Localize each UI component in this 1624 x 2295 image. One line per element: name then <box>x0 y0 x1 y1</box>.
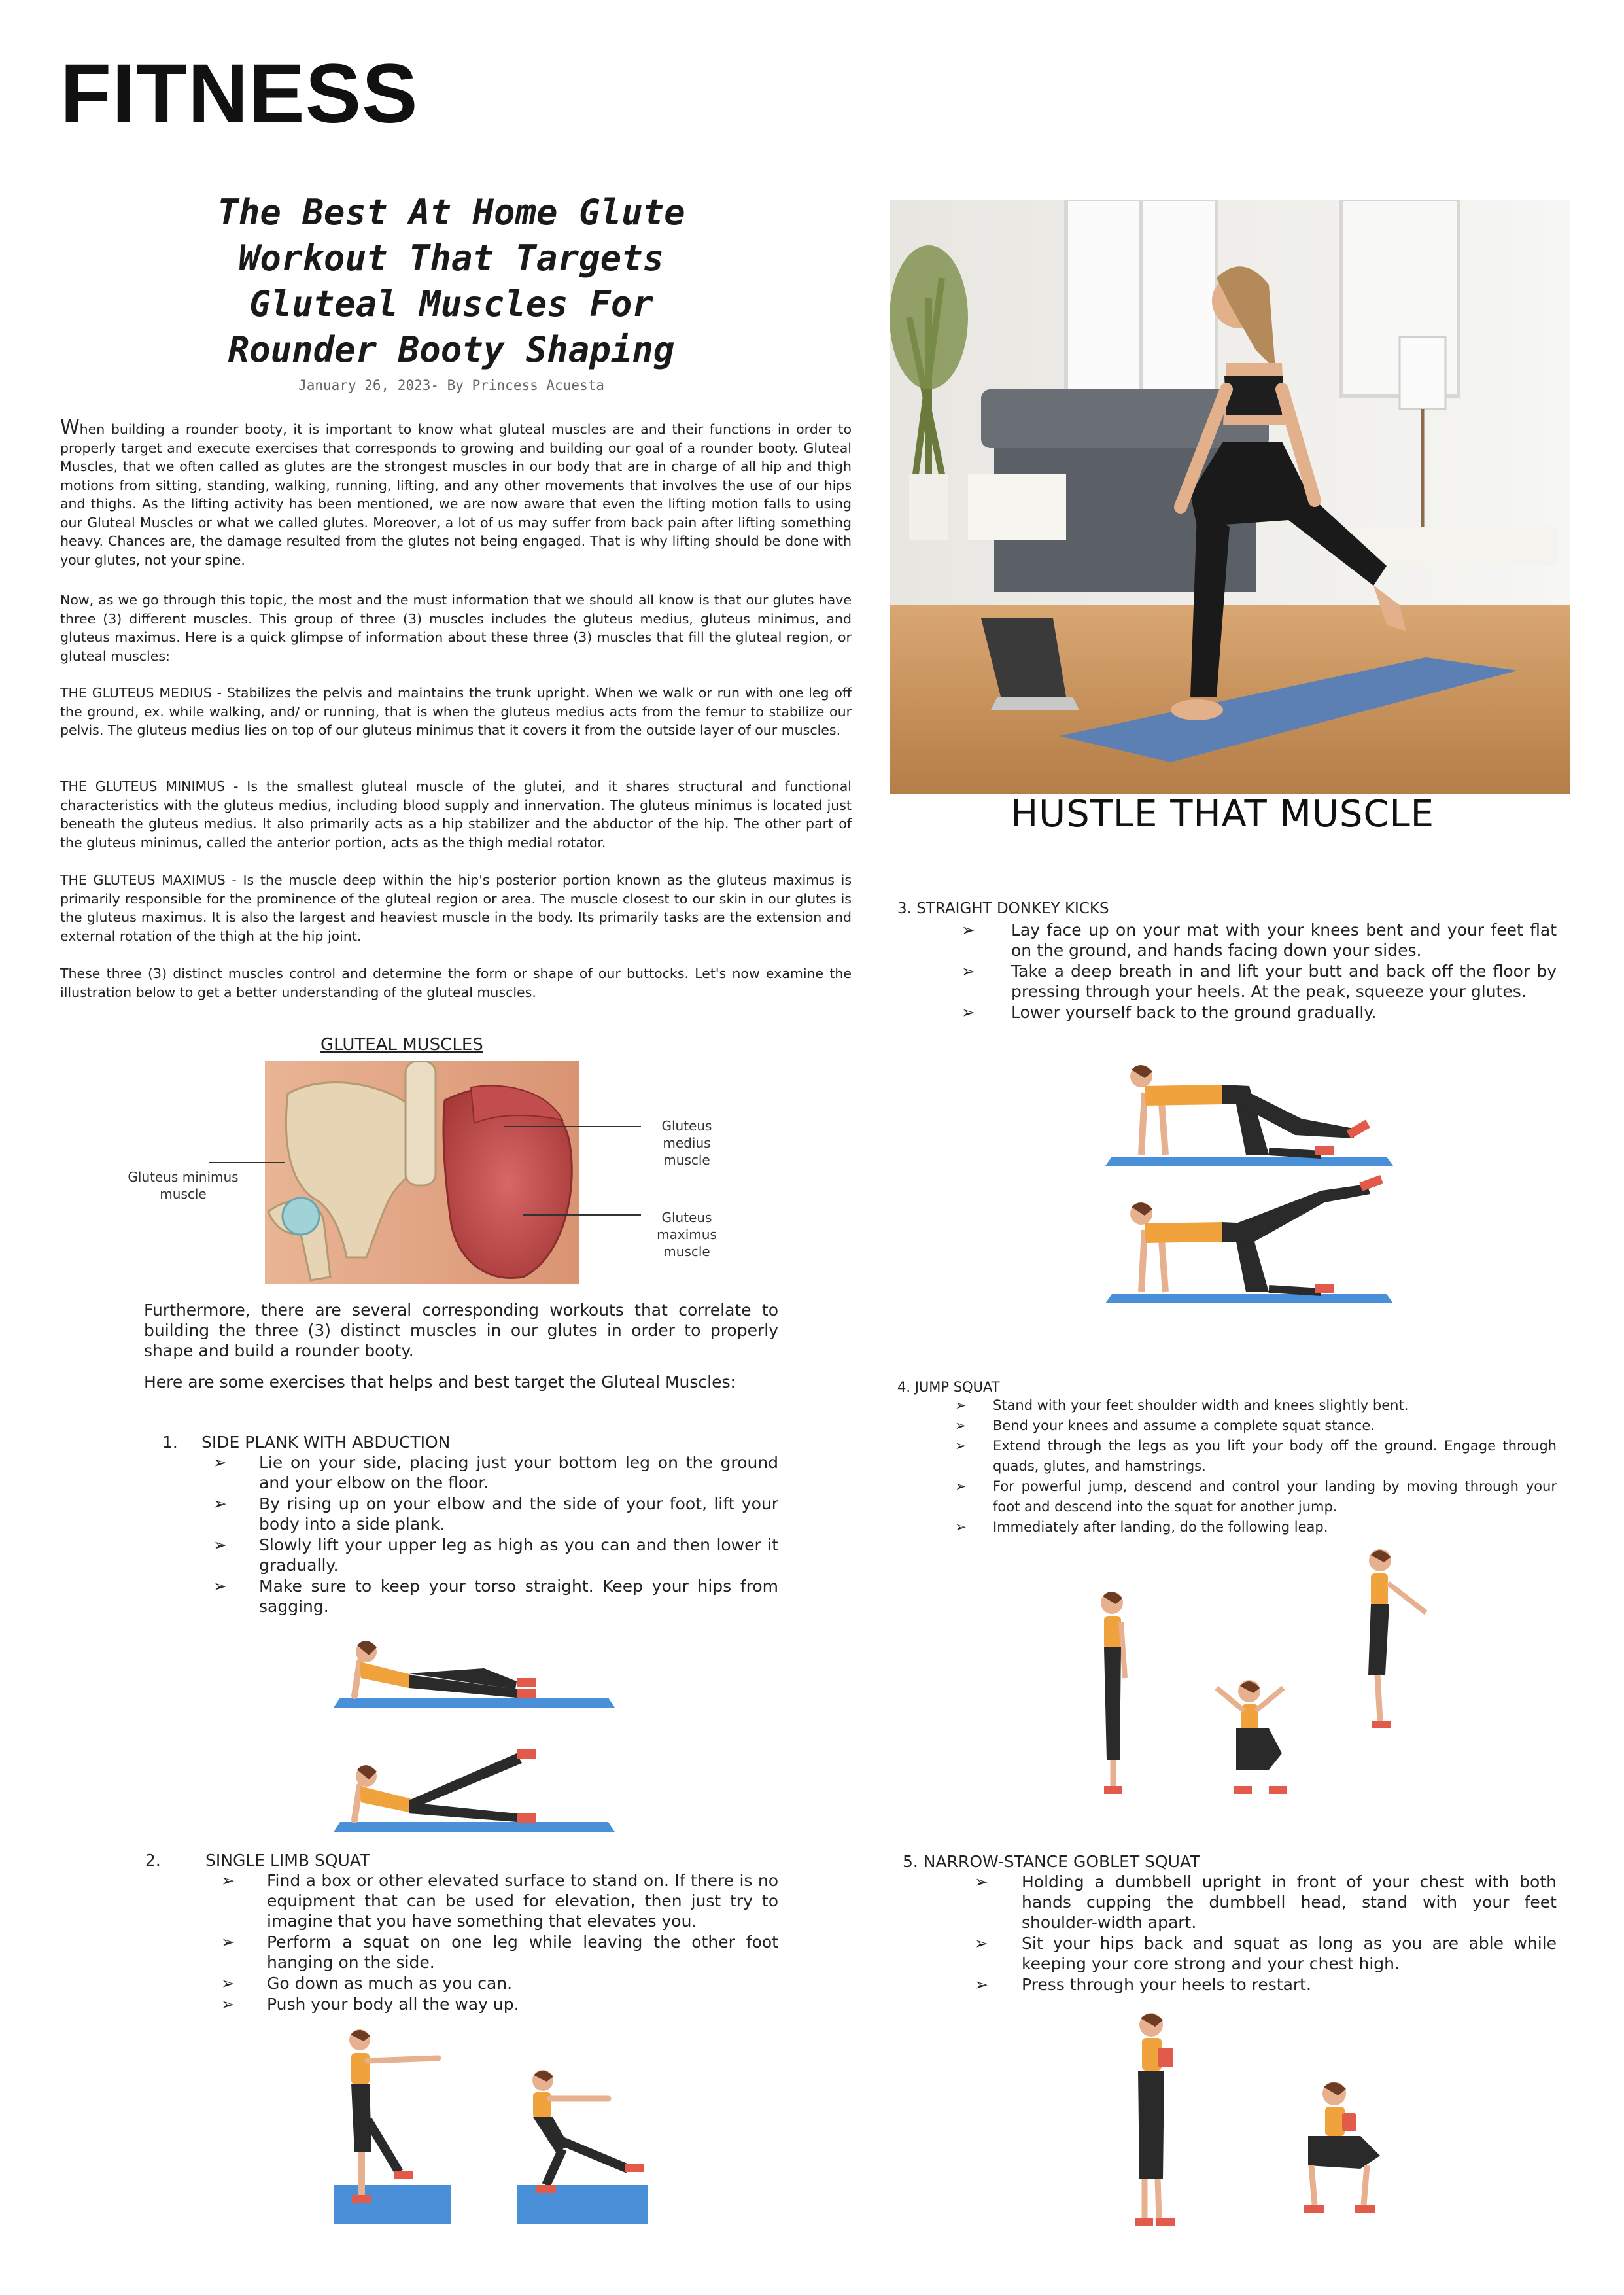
floor-lamp <box>1400 337 1445 409</box>
bullet-arrow-icon: ➢ <box>955 1418 967 1433</box>
sacrum-bone <box>406 1061 436 1185</box>
goblet-squat-illustration <box>1099 2008 1426 2244</box>
bullet-arrow-icon: ➢ <box>955 1438 967 1454</box>
list-item: ➢ Sit your hips back and squat as long as you are able while keeping your core strong and your chest high. <box>975 1934 1557 1973</box>
title-line: Gluteal Muscles For <box>249 283 653 324</box>
exercise-1-number: 1. <box>162 1433 178 1452</box>
exercise-mat <box>334 1698 615 1708</box>
single-limb-squat-figure-2 <box>517 2070 648 2224</box>
article-title <box>144 190 759 373</box>
goblet-squat-standing-figure <box>1135 2013 1175 2226</box>
bullet-arrow-icon: ➢ <box>221 1933 235 1952</box>
bullet-arrow-icon: ➢ <box>961 920 975 939</box>
donkey-kick-figure-2 <box>1105 1175 1393 1303</box>
exercises-intro: Here are some exercises that helps and best target the Gluteal Muscles: <box>144 1373 736 1392</box>
drop-initial: W <box>60 416 80 439</box>
list-item: ➢ Lay face up on your mat with your knees bent and your feet flat on the ground, and hands facing down your sides. <box>961 920 1557 960</box>
bullet-arrow-icon: ➢ <box>975 1872 988 1891</box>
bullet-arrow-icon: ➢ <box>221 1871 235 1890</box>
exercise-mat <box>334 1822 615 1832</box>
bullet-arrow-icon: ➢ <box>213 1453 227 1472</box>
list-item: ➢ Holding a dumbbell upright in front of your chest with both hands cupping the dumbbell head, stand with your feet shoulder-width apart. <box>975 1872 1557 1932</box>
list-item: ➢ Push your body all the way up. <box>221 1995 519 2014</box>
list-item: ➢ By rising up on your elbow and the side of your foot, lift your body into a side plank. <box>213 1494 778 1533</box>
masthead: FITNESS <box>60 47 419 141</box>
bullet-arrow-icon: ➢ <box>975 1975 988 1994</box>
list-item: ➢ Lower yourself back to the ground gradually. <box>961 1003 1377 1022</box>
sports-bra <box>1224 376 1283 415</box>
exercise-2-title: SINGLE LIMB SQUAT <box>205 1851 370 1870</box>
bullet-arrow-icon: ➢ <box>961 962 975 981</box>
exercise-5-title: 5. NARROW-STANCE GOBLET SQUAT <box>903 1852 1200 1871</box>
list-item: ➢ Press through your heels to restart. <box>975 1975 1311 1994</box>
single-limb-squat-figure-1 <box>334 2029 451 2224</box>
label-gluteus-minimus: Gluteus minimus muscle <box>128 1169 239 1202</box>
furthermore-paragraph: Furthermore, there are several corresponding workouts that correlate to building the three (3) distinct muscles in our glutes in order to properly shape and build a rounder booty. <box>144 1301 778 1360</box>
side-plank-figure-1 <box>334 1641 615 1708</box>
exercise-4-steps <box>955 1395 1557 1537</box>
exercise-3-steps <box>961 920 1557 1023</box>
jump-squat-illustration <box>1073 1544 1465 1806</box>
list-item: ➢ Slowly lift your upper leg as high as you can and then lower it gradually. <box>213 1535 778 1575</box>
donkey-kick-figure-1 <box>1105 1065 1393 1166</box>
jump-squat-standing-figure <box>1101 1592 1125 1794</box>
donkey-kicks-illustration <box>1105 1047 1406 1308</box>
bullet-arrow-icon: ➢ <box>221 1995 235 2014</box>
minimus-muscle <box>283 1198 319 1235</box>
list-item: ➢ Immediately after landing, do the following leap. <box>955 1517 1557 1537</box>
bullet-arrow-icon: ➢ <box>955 1479 967 1494</box>
title-line: The Best At Home Glute <box>217 192 685 233</box>
list-item: ➢ Take a deep breath in and lift your butt and back off the floor by pressing through your heels. At the peak, squeeze your glutes. <box>961 962 1557 1001</box>
goblet-squat-squatting-figure <box>1304 2082 1380 2213</box>
bullet-arrow-icon: ➢ <box>213 1577 227 1596</box>
workout-photo <box>890 200 1570 794</box>
gluteus-maximus-paragraph: THE GLUTEUS MAXIMUS - Is the muscle deep within the hip's posterior portion known as the gluteus maximus is primarily responsible for the prominence of the gluteal region or area. The muscle closest to our skin in our glutes is the gluteus maximus. It is also the largest and heaviest muscle in the body. Its primarily tasks are the extension and external rotation of the thigh at the hip joint. <box>60 872 852 944</box>
exercise-2-steps <box>221 1870 778 2015</box>
gluteus-minimus-paragraph: THE GLUTEUS MINIMUS - Is the smallest gluteal muscle of the glutei, and it shares structural and functional characteristics with the gluteus medius, including blood supply and innervation. The gluteus minimus is located just beneath the gluteus medius. It also primarily acts as a hip stabilizer and the abductor of the hip. The other part of the gluteus minimus, called the anterior portion, acts as the thigh medial rotator. <box>60 779 852 850</box>
list-item: ➢ Lie on your side, placing just your bottom leg on the ground and your elbow on the floor. <box>213 1453 778 1492</box>
gluteus-medius-paragraph: THE GLUTEUS MEDIUS - Stabilizes the pelvis and maintains the trunk upright. When we walk or run with one leg off the ground, ex. while walking, and/ or running, that is when the gluteus medius acts from the femur to stabilize our pelvis. The gluteus medius lies on top of our gluteus minimus that it covers it from the outside layer of our muscles. <box>60 685 852 738</box>
list-item: ➢ Find a box or other elevated surface to stand on. If there is no equipment that can be used for elevation, then just try to imagine that you have something that elevates you. <box>221 1871 778 1931</box>
list-item: ➢ For powerful jump, descend and control your landing by moving through your foot and descend into the squat for another jump. <box>955 1477 1557 1517</box>
bullet-arrow-icon: ➢ <box>213 1535 227 1554</box>
jump-squat-jumping-figure <box>1368 1549 1426 1728</box>
label-gluteus-medius: Gluteus medius muscle <box>661 1118 712 1168</box>
list-item: ➢ Extend through the legs as you lift your body off the ground. Engage through quads, glutes, and hamstrings. <box>955 1436 1557 1477</box>
closing-paragraph: These three (3) distinct muscles control and determine the form or shape of our buttocks. Let's now examine the illustration below to get a better understanding of the gluteal muscles. <box>60 966 852 1000</box>
side-plank-illustration <box>320 1616 621 1838</box>
title-line: Rounder Booty Shaping <box>228 329 675 370</box>
bullet-arrow-icon: ➢ <box>975 1934 988 1953</box>
photo-caption: HUSTLE THAT MUSCLE <box>1011 793 1435 835</box>
intro-text: hen building a rounder booty, it is important to know what gluteal muscles are and their functions in order to properly target and execute exercises that corresponds to growing and building our goal of a rounder booty. Gluteal Muscles, that we often called as glutes are the strongest muscles in our body that are in charge of all hip and thigh motions from sitting, standing, walking, running, lifting, and any other movements that involves the use of our hips and thighs. As the lifting activity has been mentioned, we are now aware that even the lifting motion falls to using our Gluteal Muscles or what we called glutes. Moreover, a lot of us may suffer from back pain after lifting something heavy. Chances are, the damage resulted from the glutes not being engaged. That is why lifting should be done with your glutes, not your spine. <box>60 421 852 568</box>
bullet-arrow-icon: ➢ <box>955 1519 967 1535</box>
diagram-title: GLUTEAL MUSCLES <box>320 1035 483 1055</box>
side-table <box>968 474 1066 540</box>
title-line: Workout That Targets <box>238 237 665 279</box>
jump-squat-squatting-figure <box>1217 1680 1287 1794</box>
bullet-arrow-icon: ➢ <box>221 1974 235 1993</box>
side-plank-figure-2 <box>334 1749 615 1832</box>
exercise-mat <box>1105 1294 1393 1303</box>
list-item: ➢ Stand with your feet shoulder width and knees slightly bent. <box>955 1395 1557 1416</box>
exercise-3-title: 3. STRAIGHT DONKEY KICKS <box>897 900 1109 917</box>
exercise-mat <box>1105 1157 1393 1166</box>
single-limb-squat-illustration <box>320 2022 661 2237</box>
bullet-arrow-icon: ➢ <box>955 1397 967 1413</box>
list-item: ➢ Bend your knees and assume a complete squat stance. <box>955 1416 1557 1436</box>
bullet-arrow-icon: ➢ <box>213 1494 227 1513</box>
exercise-mat <box>334 2185 451 2224</box>
list-item: ➢ Go down as much as you can. <box>221 1974 513 1993</box>
bullet-arrow-icon: ➢ <box>961 1003 975 1022</box>
glutes-overview-paragraph: Now, as we go through this topic, the most and the must information that we should all know is that our glutes have three (3) different muscles. This group of three (3) muscles includes the gluteus medius, gluteus minimus, and gluteus maximus. Here is a quick glimpse of information about these three (3) muscles that fill the gluteal region, or gluteal muscles: <box>60 592 852 664</box>
exercise-4-title: 4. JUMP SQUAT <box>897 1379 1000 1395</box>
exercise-5-steps <box>975 1872 1557 1995</box>
exercise-2-number: 2. <box>145 1851 161 1870</box>
list-item: ➢ Make sure to keep your torso straight. Keep your hips from sagging. <box>213 1577 778 1616</box>
byline: January 26, 2023- By Princess Acuesta <box>298 377 604 393</box>
intro-paragraph <box>60 416 852 569</box>
exercise-1-steps <box>213 1452 778 1617</box>
label-gluteus-maximus: Gluteus maximus muscle <box>657 1210 717 1259</box>
exercise-1-title: SIDE PLANK WITH ABDUCTION <box>201 1433 451 1452</box>
list-item: ➢ Perform a squat on one leg while leaving the other foot hanging on the side. <box>221 1933 778 1972</box>
